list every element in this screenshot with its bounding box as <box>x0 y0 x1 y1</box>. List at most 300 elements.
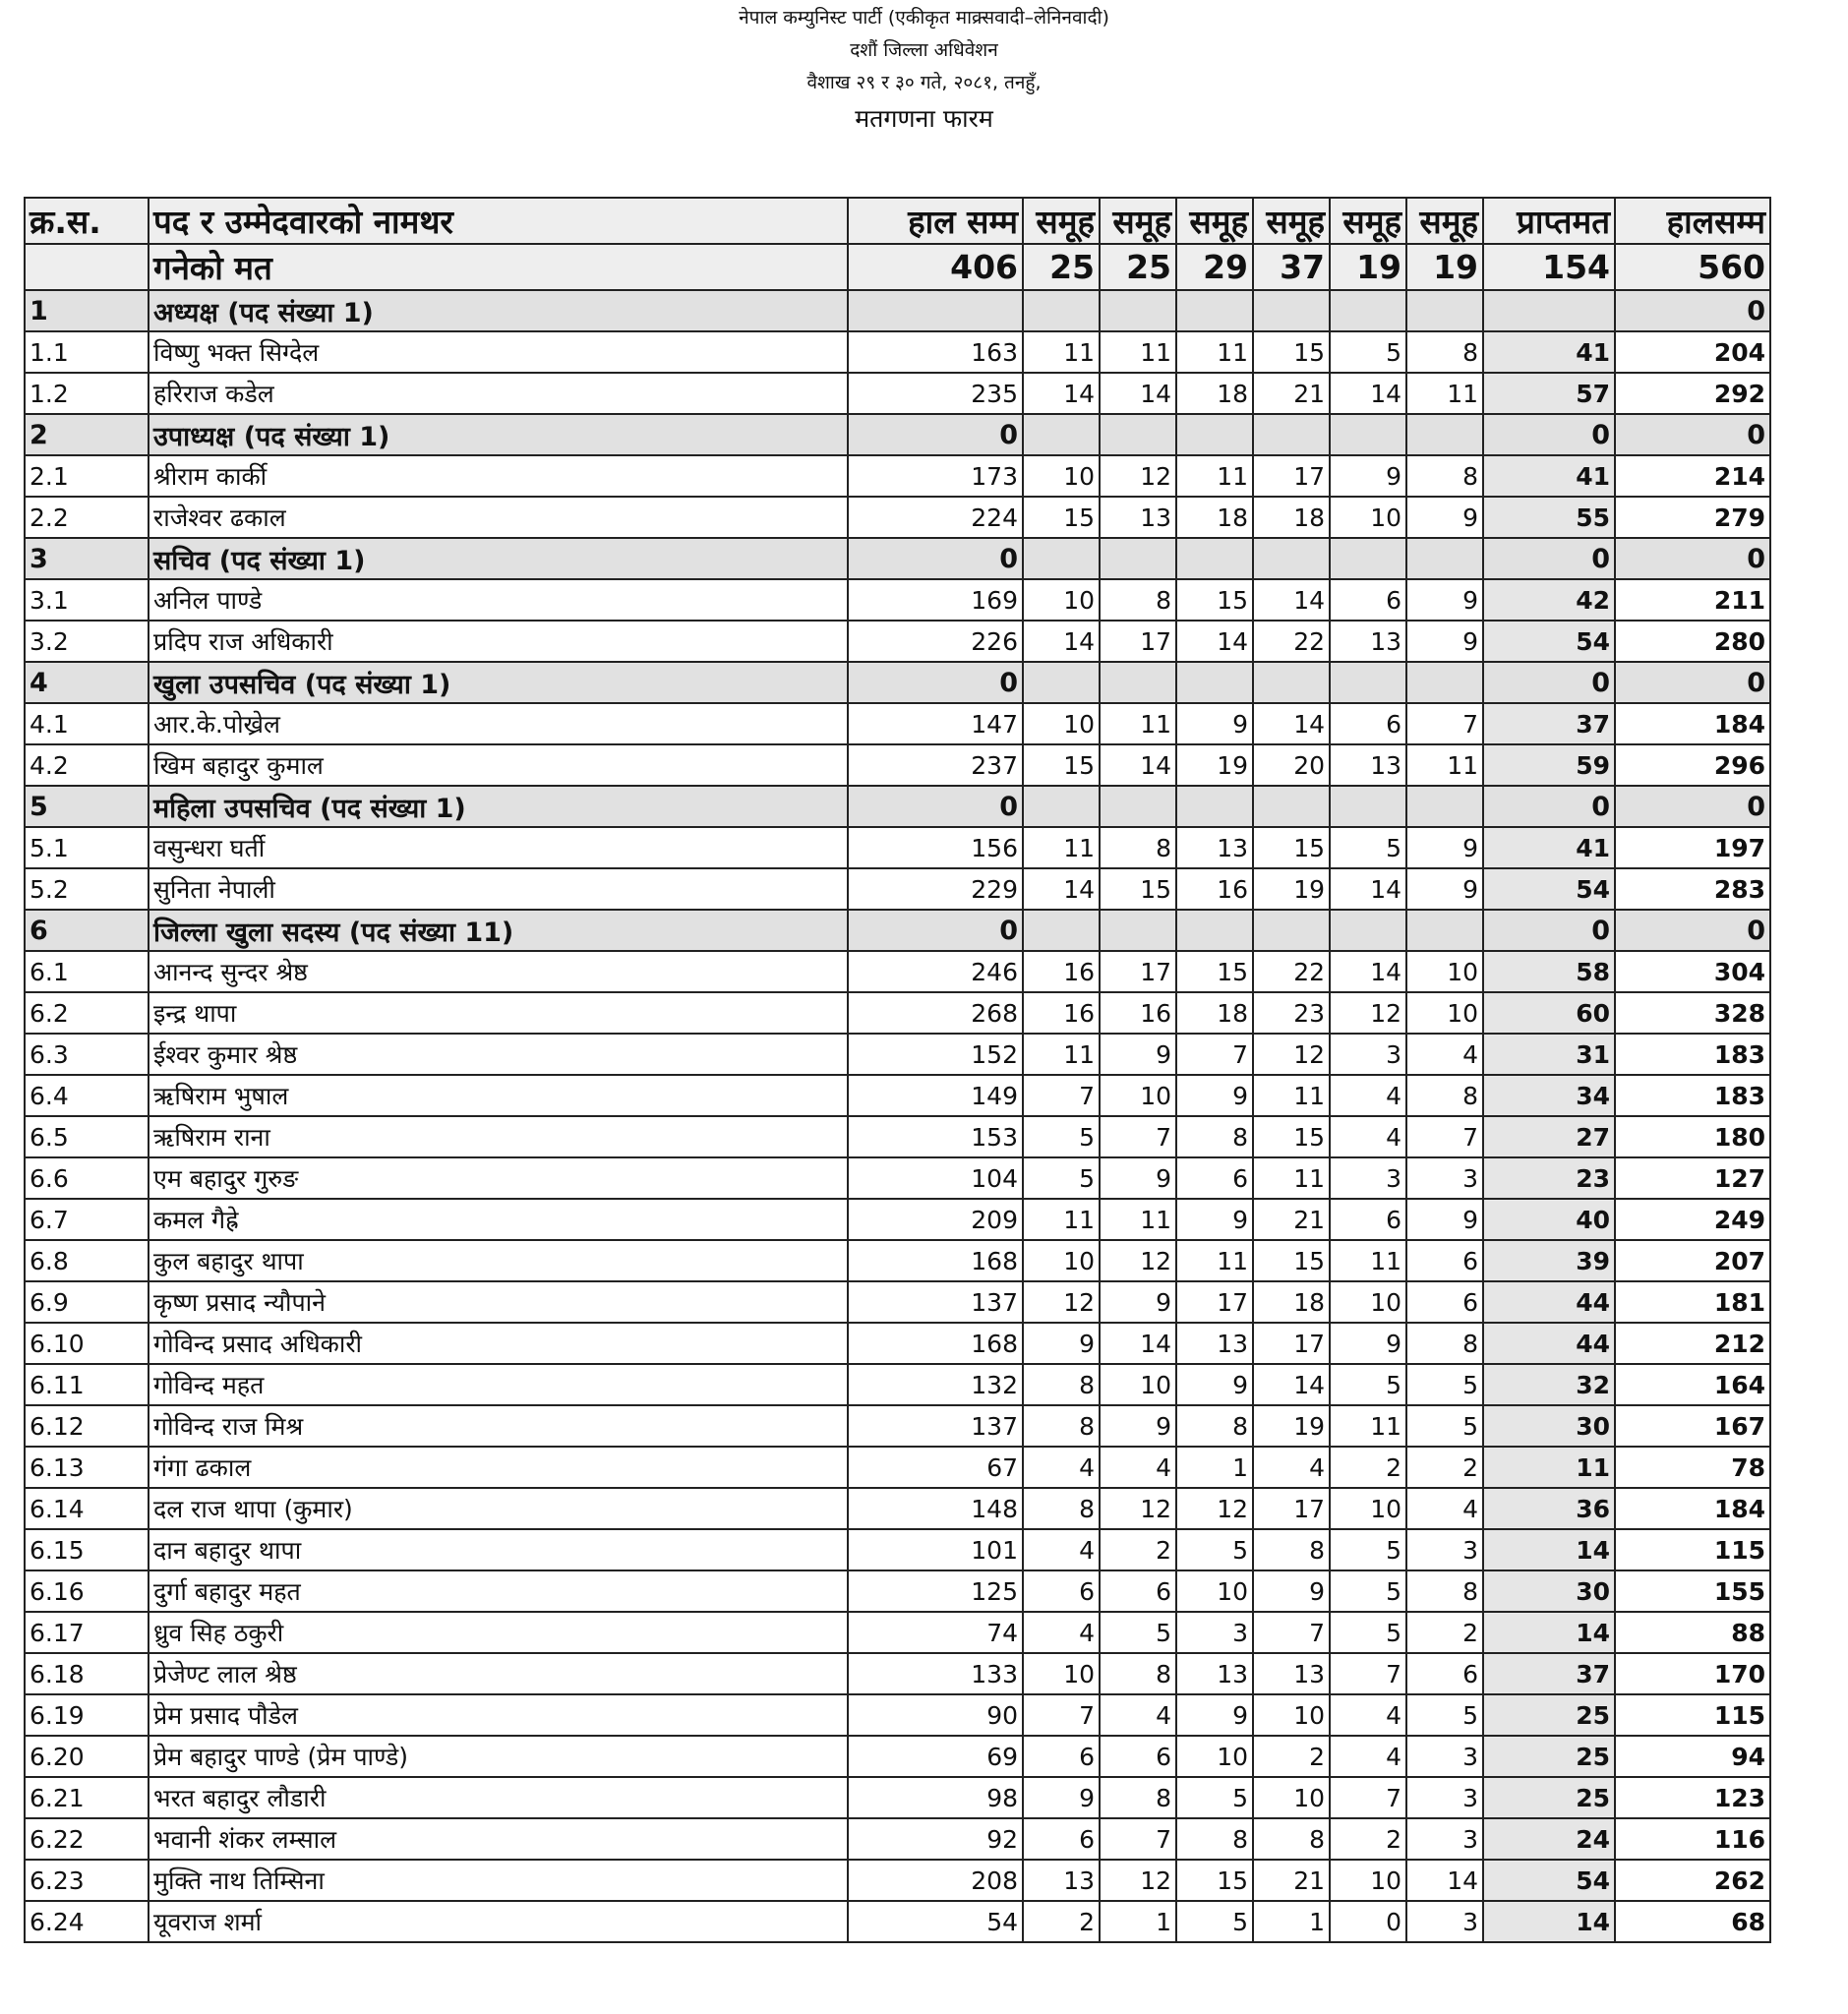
group-votes <box>1406 290 1483 331</box>
previous-count: 163 <box>848 331 1023 373</box>
received-votes: 54 <box>1483 868 1615 910</box>
group-votes: 5 <box>1023 1116 1100 1157</box>
group-votes: 5 <box>1330 827 1406 868</box>
group-votes: 9 <box>1406 827 1483 868</box>
group-votes: 12 <box>1100 1488 1176 1529</box>
candidate-row <box>25 1777 1770 1818</box>
group-votes: 17 <box>1253 455 1330 497</box>
serial-number: 6.6 <box>25 1157 149 1199</box>
serial-number: 6.23 <box>25 1860 149 1901</box>
group-votes: 4 <box>1330 1075 1406 1116</box>
group-votes: 15 <box>1253 1240 1330 1281</box>
candidate-row <box>25 1818 1770 1860</box>
group-votes: 10 <box>1253 1694 1330 1736</box>
group-votes: 13 <box>1176 827 1253 868</box>
group-votes: 18 <box>1176 992 1253 1034</box>
group-votes: 16 <box>1023 992 1100 1034</box>
header-row <box>25 244 1770 290</box>
group-votes: 9 <box>1406 621 1483 662</box>
candidate-name: सुनिता नेपाली <box>149 868 848 910</box>
serial-number: 6.20 <box>25 1736 149 1777</box>
group-votes <box>1023 290 1100 331</box>
running-total: 164 <box>1615 1364 1770 1405</box>
group-votes: 5 <box>1330 1529 1406 1570</box>
column-header: समूह <box>1023 198 1100 244</box>
group-votes: 2 <box>1330 1818 1406 1860</box>
group-votes: 8 <box>1100 827 1176 868</box>
section-row <box>25 662 1770 703</box>
group-votes: 9 <box>1100 1281 1176 1323</box>
group-votes: 5 <box>1330 1612 1406 1653</box>
received-votes: 36 <box>1483 1488 1615 1529</box>
candidate-name: विष्णु भक्त सिग्देल <box>149 331 848 373</box>
group-votes: 2 <box>1100 1529 1176 1570</box>
running-total: 167 <box>1615 1405 1770 1447</box>
group-votes: 4 <box>1023 1447 1100 1488</box>
group-votes: 6 <box>1023 1818 1100 1860</box>
previous-count: 92 <box>848 1818 1023 1860</box>
candidate-row <box>25 1405 1770 1447</box>
running-total: 214 <box>1615 455 1770 497</box>
received-votes: 11 <box>1483 1447 1615 1488</box>
group-votes <box>1330 290 1406 331</box>
group-votes: 13 <box>1330 744 1406 786</box>
group-votes: 6 <box>1406 1240 1483 1281</box>
group-votes: 17 <box>1100 951 1176 992</box>
received-votes: 31 <box>1483 1034 1615 1075</box>
group-votes: 5 <box>1330 1364 1406 1405</box>
serial-number: 6.1 <box>25 951 149 992</box>
received-votes: 54 <box>1483 1860 1615 1901</box>
group-votes: 6 <box>1100 1570 1176 1612</box>
group-votes: 9 <box>1100 1157 1176 1199</box>
running-total: 78 <box>1615 1447 1770 1488</box>
received-votes: 37 <box>1483 1653 1615 1694</box>
group-votes: 4 <box>1100 1447 1176 1488</box>
candidate-row <box>25 1364 1770 1405</box>
group-votes: 9 <box>1330 455 1406 497</box>
group-votes: 15 <box>1023 744 1100 786</box>
group-votes: 21 <box>1253 373 1330 414</box>
received-votes: 42 <box>1483 579 1615 621</box>
group-votes <box>1176 290 1253 331</box>
group-votes: 9 <box>1100 1405 1176 1447</box>
group-votes: 10 <box>1330 1281 1406 1323</box>
serial-number: 4.2 <box>25 744 149 786</box>
post-name: उपाध्यक्ष (पद संख्या 1) <box>149 414 848 455</box>
column-header: 406 <box>848 244 1023 290</box>
running-total: 184 <box>1615 1488 1770 1529</box>
previous-count: 229 <box>848 868 1023 910</box>
serial-number: 6.19 <box>25 1694 149 1736</box>
group-votes: 11 <box>1100 703 1176 744</box>
group-votes: 14 <box>1100 373 1176 414</box>
column-header: 29 <box>1176 244 1253 290</box>
candidate-name: भरत बहादुर लौडारी <box>149 1777 848 1818</box>
previous-count: 149 <box>848 1075 1023 1116</box>
group-votes: 14 <box>1330 868 1406 910</box>
received-votes: 41 <box>1483 827 1615 868</box>
group-votes: 9 <box>1176 1694 1253 1736</box>
group-votes: 6 <box>1023 1736 1100 1777</box>
group-votes: 7 <box>1176 1034 1253 1075</box>
group-votes: 14 <box>1253 703 1330 744</box>
group-votes: 6 <box>1406 1653 1483 1694</box>
group-votes: 8 <box>1406 331 1483 373</box>
previous-count: 0 <box>848 786 1023 827</box>
serial-number: 4.1 <box>25 703 149 744</box>
column-header: समूह <box>1330 198 1406 244</box>
candidate-name: इन्द्र थापा <box>149 992 848 1034</box>
group-votes <box>1176 662 1253 703</box>
group-votes: 15 <box>1253 331 1330 373</box>
group-votes <box>1406 538 1483 579</box>
group-votes: 4 <box>1023 1529 1100 1570</box>
group-votes: 11 <box>1023 331 1100 373</box>
candidate-row <box>25 1736 1770 1777</box>
serial-number: 3.1 <box>25 579 149 621</box>
group-votes <box>1253 662 1330 703</box>
candidate-row <box>25 992 1770 1034</box>
group-votes: 7 <box>1100 1818 1176 1860</box>
group-votes: 10 <box>1406 951 1483 992</box>
received-votes <box>1483 290 1615 331</box>
candidate-row <box>25 1570 1770 1612</box>
candidate-name: प्रेम प्रसाद पौडेल <box>149 1694 848 1736</box>
group-votes: 16 <box>1100 992 1176 1034</box>
group-votes: 13 <box>1100 497 1176 538</box>
previous-count: 246 <box>848 951 1023 992</box>
running-total: 0 <box>1615 290 1770 331</box>
serial-number: 6.18 <box>25 1653 149 1694</box>
group-votes: 11 <box>1100 331 1176 373</box>
column-header: 560 <box>1615 244 1770 290</box>
received-votes: 25 <box>1483 1777 1615 1818</box>
candidate-name: ऋषिराम राना <box>149 1116 848 1157</box>
group-votes: 11 <box>1176 1240 1253 1281</box>
group-votes: 10 <box>1023 579 1100 621</box>
received-votes: 25 <box>1483 1694 1615 1736</box>
group-votes: 12 <box>1100 1240 1176 1281</box>
serial-number: 6.22 <box>25 1818 149 1860</box>
serial-number: 3 <box>25 538 149 579</box>
candidate-name: ध्रुव सिह ठकुरी <box>149 1612 848 1653</box>
candidate-row <box>25 1488 1770 1529</box>
group-votes: 2 <box>1253 1736 1330 1777</box>
serial-number: 2.2 <box>25 497 149 538</box>
serial-number: 1 <box>25 290 149 331</box>
group-votes: 10 <box>1406 992 1483 1034</box>
candidate-name: गोविन्द राज मिश्र <box>149 1405 848 1447</box>
group-votes: 15 <box>1100 868 1176 910</box>
received-votes: 0 <box>1483 414 1615 455</box>
running-total: 283 <box>1615 868 1770 910</box>
received-votes: 58 <box>1483 951 1615 992</box>
party-name: नेपाल कम्युनिस्ट पार्टी (एकीकृत माक्र्सवादी–लेनिनवादी) <box>739 7 1109 29</box>
group-votes: 8 <box>1406 1323 1483 1364</box>
candidate-row <box>25 868 1770 910</box>
group-votes: 5 <box>1330 1570 1406 1612</box>
group-votes: 3 <box>1330 1034 1406 1075</box>
previous-count: 0 <box>848 662 1023 703</box>
group-votes: 14 <box>1330 373 1406 414</box>
group-votes: 17 <box>1176 1281 1253 1323</box>
group-votes: 10 <box>1023 703 1100 744</box>
group-votes: 10 <box>1330 497 1406 538</box>
candidate-row <box>25 1116 1770 1157</box>
vote-count-table <box>24 197 1771 1943</box>
section-row <box>25 538 1770 579</box>
serial-number: 6.21 <box>25 1777 149 1818</box>
received-votes: 30 <box>1483 1570 1615 1612</box>
group-votes: 9 <box>1253 1570 1330 1612</box>
group-votes: 10 <box>1330 1860 1406 1901</box>
previous-count: 0 <box>848 414 1023 455</box>
column-header: 19 <box>1330 244 1406 290</box>
running-total: 292 <box>1615 373 1770 414</box>
candidate-row <box>25 1447 1770 1488</box>
running-total: 94 <box>1615 1736 1770 1777</box>
serial-number: 6.7 <box>25 1199 149 1240</box>
received-votes: 27 <box>1483 1116 1615 1157</box>
group-votes: 0 <box>1330 1901 1406 1942</box>
column-header: पद र उम्मेदवारको नामथर <box>149 198 848 244</box>
previous-count: 168 <box>848 1323 1023 1364</box>
group-votes: 11 <box>1100 1199 1176 1240</box>
candidate-name: राजेश्वर ढकाल <box>149 497 848 538</box>
group-votes: 9 <box>1100 1034 1176 1075</box>
running-total: 0 <box>1615 414 1770 455</box>
candidate-name: दान बहादुर थापा <box>149 1529 848 1570</box>
candidate-row <box>25 1240 1770 1281</box>
group-votes: 9 <box>1176 1364 1253 1405</box>
candidate-row <box>25 1860 1770 1901</box>
candidate-row <box>25 579 1770 621</box>
group-votes <box>1176 414 1253 455</box>
candidate-name: ऋषिराम भुषाल <box>149 1075 848 1116</box>
serial-number: 1.2 <box>25 373 149 414</box>
group-votes: 5 <box>1406 1694 1483 1736</box>
candidate-row <box>25 1075 1770 1116</box>
candidate-name: ईश्वर कुमार श्रेष्ठ <box>149 1034 848 1075</box>
serial-number: 5.1 <box>25 827 149 868</box>
group-votes: 12 <box>1253 1034 1330 1075</box>
received-votes: 23 <box>1483 1157 1615 1199</box>
group-votes: 8 <box>1176 1818 1253 1860</box>
previous-count: 101 <box>848 1529 1023 1570</box>
group-votes: 18 <box>1253 1281 1330 1323</box>
group-votes <box>1176 910 1253 951</box>
group-votes: 13 <box>1253 1653 1330 1694</box>
group-votes: 14 <box>1023 621 1100 662</box>
serial-number: 2 <box>25 414 149 455</box>
running-total: 183 <box>1615 1075 1770 1116</box>
group-votes: 11 <box>1023 1034 1100 1075</box>
group-votes: 9 <box>1406 1199 1483 1240</box>
previous-count: 156 <box>848 827 1023 868</box>
serial-number: 1.1 <box>25 331 149 373</box>
group-votes: 4 <box>1406 1034 1483 1075</box>
group-votes: 3 <box>1406 1818 1483 1860</box>
previous-count: 125 <box>848 1570 1023 1612</box>
received-votes: 14 <box>1483 1901 1615 1942</box>
running-total: 180 <box>1615 1116 1770 1157</box>
running-total: 280 <box>1615 621 1770 662</box>
previous-count: 148 <box>848 1488 1023 1529</box>
group-votes: 11 <box>1330 1240 1406 1281</box>
serial-number: 6.8 <box>25 1240 149 1281</box>
running-total: 0 <box>1615 662 1770 703</box>
group-votes: 14 <box>1023 868 1100 910</box>
group-votes: 18 <box>1176 497 1253 538</box>
group-votes: 21 <box>1253 1199 1330 1240</box>
running-total: 197 <box>1615 827 1770 868</box>
group-votes: 6 <box>1023 1570 1100 1612</box>
column-header: 25 <box>1100 244 1176 290</box>
group-votes: 7 <box>1023 1075 1100 1116</box>
group-votes: 12 <box>1100 1860 1176 1901</box>
running-total: 204 <box>1615 331 1770 373</box>
previous-count: 90 <box>848 1694 1023 1736</box>
running-total: 0 <box>1615 910 1770 951</box>
serial-number: 6.17 <box>25 1612 149 1653</box>
previous-count: 224 <box>848 497 1023 538</box>
received-votes: 30 <box>1483 1405 1615 1447</box>
received-votes: 37 <box>1483 703 1615 744</box>
candidate-row <box>25 703 1770 744</box>
group-votes: 8 <box>1023 1405 1100 1447</box>
running-total: 123 <box>1615 1777 1770 1818</box>
group-votes: 8 <box>1406 1570 1483 1612</box>
previous-count: 168 <box>848 1240 1023 1281</box>
group-votes: 17 <box>1253 1488 1330 1529</box>
previous-count: 237 <box>848 744 1023 786</box>
running-total: 249 <box>1615 1199 1770 1240</box>
received-votes: 44 <box>1483 1323 1615 1364</box>
previous-count: 0 <box>848 910 1023 951</box>
serial-number: 3.2 <box>25 621 149 662</box>
received-votes: 14 <box>1483 1612 1615 1653</box>
group-votes <box>1023 414 1100 455</box>
group-votes: 4 <box>1406 1488 1483 1529</box>
previous-count: 69 <box>848 1736 1023 1777</box>
group-votes: 5 <box>1406 1405 1483 1447</box>
group-votes: 5 <box>1176 1901 1253 1942</box>
group-votes <box>1100 290 1176 331</box>
serial-number: 6.10 <box>25 1323 149 1364</box>
received-votes: 34 <box>1483 1075 1615 1116</box>
running-total: 68 <box>1615 1901 1770 1942</box>
candidate-row <box>25 1901 1770 1942</box>
group-votes <box>1406 786 1483 827</box>
group-votes <box>1330 414 1406 455</box>
candidate-row <box>25 621 1770 662</box>
column-header: क्र.स. <box>25 198 149 244</box>
group-votes: 9 <box>1406 497 1483 538</box>
serial-number: 6.5 <box>25 1116 149 1157</box>
group-votes: 15 <box>1253 1116 1330 1157</box>
group-votes: 3 <box>1406 1157 1483 1199</box>
serial-number: 6.9 <box>25 1281 149 1323</box>
group-votes: 5 <box>1023 1157 1100 1199</box>
header-row <box>25 198 1770 244</box>
column-header: समूह <box>1176 198 1253 244</box>
group-votes: 3 <box>1406 1901 1483 1942</box>
received-votes: 55 <box>1483 497 1615 538</box>
group-votes: 14 <box>1100 744 1176 786</box>
group-votes: 1 <box>1100 1901 1176 1942</box>
group-votes <box>1100 538 1176 579</box>
running-total: 212 <box>1615 1323 1770 1364</box>
serial-number: 6.15 <box>25 1529 149 1570</box>
column-header: 37 <box>1253 244 1330 290</box>
group-votes: 8 <box>1406 1075 1483 1116</box>
group-votes: 7 <box>1406 703 1483 744</box>
running-total: 279 <box>1615 497 1770 538</box>
running-total: 0 <box>1615 786 1770 827</box>
group-votes: 14 <box>1330 951 1406 992</box>
serial-number: 6 <box>25 910 149 951</box>
group-votes <box>1253 786 1330 827</box>
running-total: 116 <box>1615 1818 1770 1860</box>
previous-count: 173 <box>848 455 1023 497</box>
candidate-name: कुल बहादुर थापा <box>149 1240 848 1281</box>
group-votes: 2 <box>1406 1447 1483 1488</box>
post-name: जिल्ला खुला सदस्य (पद संख्या 11) <box>149 910 848 951</box>
group-votes: 12 <box>1176 1488 1253 1529</box>
column-header: हालसम्म <box>1615 198 1770 244</box>
candidate-row <box>25 497 1770 538</box>
group-votes: 11 <box>1023 1199 1100 1240</box>
group-votes: 19 <box>1253 868 1330 910</box>
candidate-name: श्रीराम कार्की <box>149 455 848 497</box>
candidate-name: प्रेजेण्ट लाल श्रेष्ठ <box>149 1653 848 1694</box>
group-votes: 6 <box>1176 1157 1253 1199</box>
group-votes: 1 <box>1176 1447 1253 1488</box>
group-votes: 3 <box>1176 1612 1253 1653</box>
group-votes: 15 <box>1176 579 1253 621</box>
group-votes: 9 <box>1406 579 1483 621</box>
running-total: 127 <box>1615 1157 1770 1199</box>
candidate-row <box>25 1529 1770 1570</box>
group-votes: 2 <box>1330 1447 1406 1488</box>
serial-number: 6.2 <box>25 992 149 1034</box>
group-votes: 10 <box>1253 1777 1330 1818</box>
table-body <box>25 198 1770 1942</box>
column-header: प्राप्तमत <box>1483 198 1615 244</box>
running-total: 88 <box>1615 1612 1770 1653</box>
group-votes: 17 <box>1253 1323 1330 1364</box>
running-total: 155 <box>1615 1570 1770 1612</box>
group-votes <box>1100 910 1176 951</box>
candidate-name: गोविन्द प्रसाद अधिकारी <box>149 1323 848 1364</box>
previous-count: 147 <box>848 703 1023 744</box>
group-votes <box>1253 910 1330 951</box>
group-votes <box>1176 786 1253 827</box>
running-total: 262 <box>1615 1860 1770 1901</box>
group-votes: 5 <box>1176 1529 1253 1570</box>
group-votes: 10 <box>1100 1075 1176 1116</box>
candidate-name: कमल गैह्रे <box>149 1199 848 1240</box>
group-votes: 8 <box>1100 1777 1176 1818</box>
group-votes: 8 <box>1176 1405 1253 1447</box>
group-votes: 10 <box>1100 1364 1176 1405</box>
previous-count: 137 <box>848 1281 1023 1323</box>
group-votes: 10 <box>1023 455 1100 497</box>
group-votes <box>1253 538 1330 579</box>
group-votes: 15 <box>1023 497 1100 538</box>
group-votes <box>1023 910 1100 951</box>
